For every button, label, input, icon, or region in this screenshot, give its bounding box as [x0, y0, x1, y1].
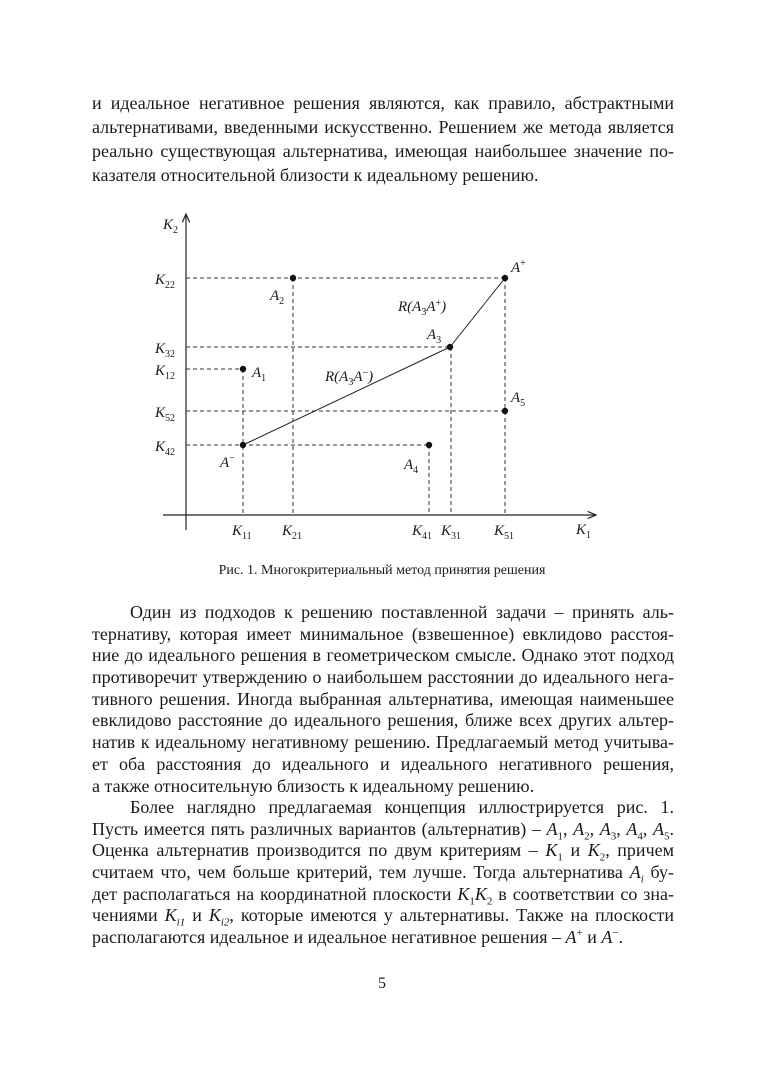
label-r-a3-a-minus: $R(A_3A^-)$ — [325, 368, 374, 388]
paragraph-concept — [92, 797, 674, 949]
x-tick-label: $K_{31}$ — [441, 523, 462, 542]
text-line: противоречит утверждению о наибольшем расстоянии до идеального нега- — [92, 667, 674, 688]
axis-label-k2: $K_2$ — [163, 217, 179, 236]
math-symbol: $K_1$ — [545, 840, 563, 864]
text-line: тивного решения. Иногда выбранная альтернатива, имеющая наименьшее — [92, 688, 674, 709]
label-a5: $A_5$ — [511, 390, 526, 409]
math-symbol: $A_3$ — [599, 818, 617, 843]
text-line: казателя относительной близости к идеальному решению. — [92, 165, 539, 185]
math-symbol: $K_2$ — [474, 883, 493, 908]
text-line: располагаются идеальное и идеальное негативное решения – A+ и A−. — [92, 927, 624, 948]
point-a1 — [240, 366, 246, 372]
y-tick-label: $K_{52}$ — [155, 405, 176, 424]
text-line: а также относительную близость к идеальному решению. — [92, 775, 535, 796]
text-line: и идеальное негативное решения являются, как правило, абстрактными — [92, 93, 674, 113]
paragraph-approach — [92, 602, 674, 797]
label-a3: $A_3$ — [427, 327, 442, 346]
text-line: натив к идеальному негативному решению. Предлагаемый метод учитыва- — [92, 732, 674, 753]
paragraph-intro — [92, 91, 674, 187]
math-symbol: $A_i$ — [629, 862, 644, 886]
y-tick-label: $K_{22}$ — [155, 272, 176, 291]
y-tick-label: $K_{32}$ — [155, 341, 176, 360]
text-line: дет располагаться на координатной плоскости $K_1K_2$ в соответствии со зна- — [92, 883, 674, 908]
x-tick-label: $K_{11}$ — [232, 523, 252, 542]
math-symbol: $A_4$ — [626, 818, 643, 843]
text-line: ние до идеального решения в геометрическом смысле. Однако этот подход — [92, 645, 674, 666]
math-symbol: $K_{i2}$ — [208, 905, 230, 930]
text-line: Оценка альтернатив производится по двум критериям – $K_1$ и $K_2$, причем — [92, 840, 675, 864]
label-a2: $A_2$ — [270, 288, 285, 307]
point-a-plus — [502, 275, 508, 281]
text-line: Один из подходов к решению поставленной задачи – принять аль- — [130, 602, 674, 622]
figure-caption: Рис. 1. Многокритериальный метод принятия решения — [218, 563, 546, 578]
math-symbol: A+ — [565, 927, 583, 948]
label-a4: $A_4$ — [404, 457, 419, 476]
point-a-minus — [240, 442, 246, 448]
point-a5 — [502, 408, 508, 414]
label-a-minus: A− — [220, 453, 235, 471]
page-number: 5 — [378, 975, 386, 992]
text-line: реально существующая альтернатива, имеющая наибольшее значение по- — [92, 141, 674, 161]
text-line: евклидово расстояние до идеального решения, ближе всех других альтер- — [92, 710, 674, 731]
label-a1: $A_1$ — [252, 365, 267, 384]
x-tick-label: $K_{51}$ — [494, 523, 515, 542]
point-a3 — [447, 344, 453, 350]
text-line: Пусть имеется пять различных вариантов (альтернатив) – $A_1$, $A_2$, $A_3$, $A_4$, $A_5$. — [92, 818, 675, 843]
math-symbol: $K_2$ — [587, 840, 606, 864]
math-symbol: $K_1$ — [457, 883, 475, 908]
math-symbol: $K_{i1}$ — [164, 905, 186, 930]
text-line: Более наглядно предлагаемая концепция иллюстрируется рис. 1. — [130, 797, 674, 817]
label-a-plus: A+ — [511, 258, 526, 276]
text-line: чениями $K_{i1}$ и $K_{i2}$, которые имеются у альтернативы. Также на плоскости — [92, 905, 674, 930]
label-r-a3-a-plus: $R(A_3A^+)$ — [398, 298, 447, 318]
text-line: считаем что, чем больше критерий, тем лучше. Тогда альтернатива $A_i$ бу- — [92, 862, 674, 886]
axis-label-k1: $K_1$ — [576, 522, 592, 541]
math-symbol: $A_1$ — [546, 818, 564, 843]
point-a2 — [290, 275, 296, 281]
x-tick-label: $K_{41}$ — [412, 523, 433, 542]
x-tick-label: $K_{21}$ — [282, 523, 303, 542]
point-a4 — [426, 442, 432, 448]
math-symbol: $A_5$ — [653, 818, 670, 843]
distance-line-a3-a-minus — [243, 347, 450, 445]
y-tick-label: $K_{12}$ — [155, 363, 176, 382]
math-symbol: $A_2$ — [573, 818, 590, 843]
y-tick-label: $K_{42}$ — [155, 439, 176, 458]
text-line: тернативу, которая имеет минимальное (взвешенное) евклидово расстоя- — [92, 623, 674, 644]
distance-line-a3-a-plus — [450, 278, 505, 347]
text-line: ет оба расстояния до идеального и идеального негативного решения, — [92, 753, 674, 774]
text-line: альтернативами, введенными искусственно. Решением же метода является — [92, 117, 674, 137]
math-symbol: A− — [601, 927, 619, 948]
